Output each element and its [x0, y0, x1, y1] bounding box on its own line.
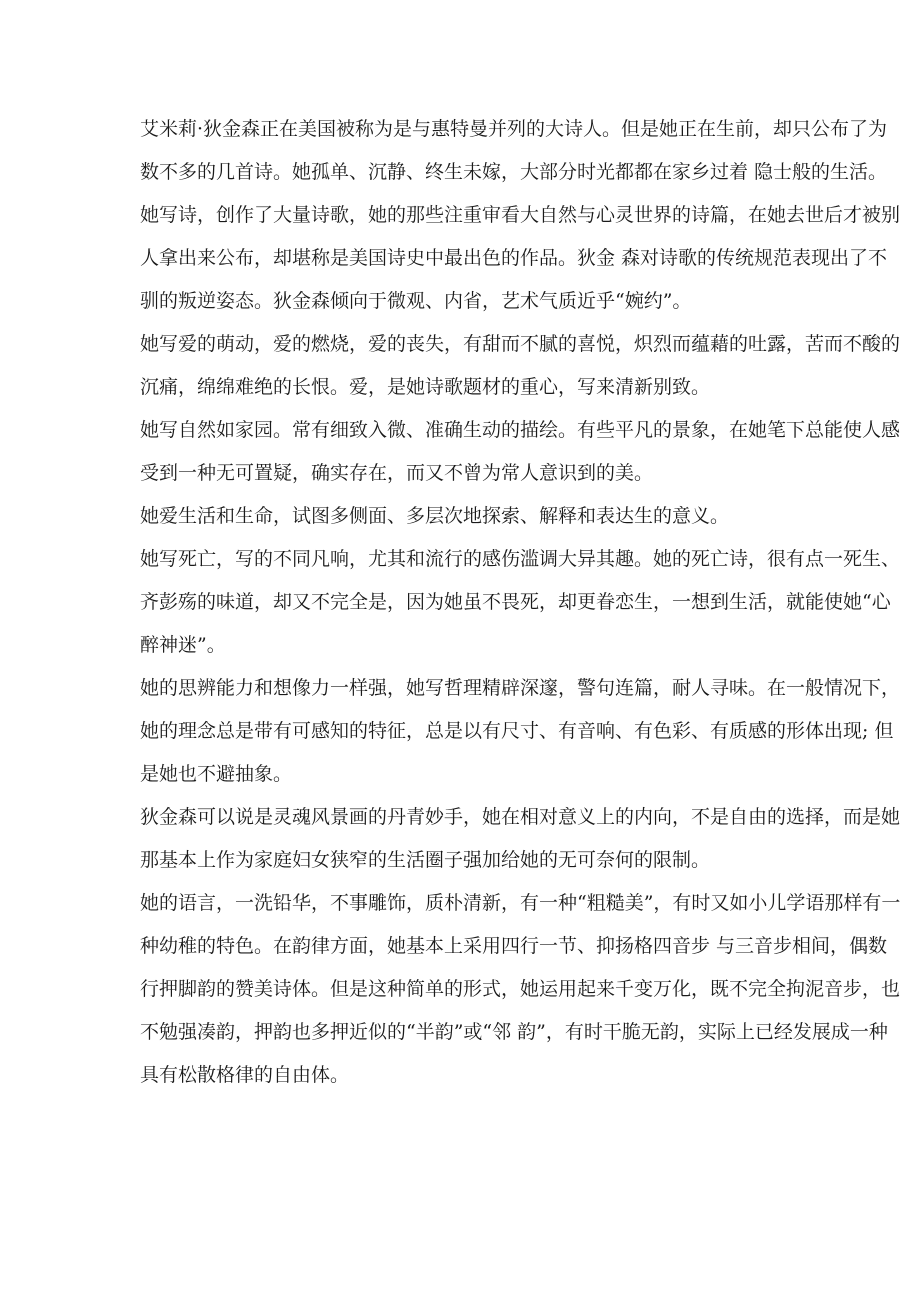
paragraph: [140, 108, 888, 194]
text-line: 受到一种无可置疑，确实存在，而又不曾为常人意识到的美。: [140, 462, 654, 484]
text-line: 是她也不避抽象。: [140, 763, 293, 785]
paragraph: [140, 495, 786, 538]
text-line: 她爱生活和生命，试图多侧面、多层次地探索、解释和表达生的意义。: [140, 505, 730, 527]
paragraph: [140, 796, 901, 882]
text-line: 具有松散格律的自由体。: [140, 1064, 350, 1086]
text-line: 她写爱的萌动，爱的燃烧，爱的丧失，有甜而不腻的喜悦，炽烈而蕴藉的吐露，苦而不酸的: [140, 333, 901, 355]
text-line: 齐彭殇的味道，却又不完全是，因为她虽不畏死，却更眷恋生，一想到生活，就能使她“心: [140, 591, 891, 613]
paragraph: [140, 409, 901, 495]
text-line: 那基本上作为家庭妇女狭窄的生活圈子强加给她的无可奈何的限制。: [140, 849, 711, 871]
paragraph: [140, 194, 901, 323]
paragraph: [140, 538, 901, 667]
text-line: 狄金森可以说是灵魂风景画的丹青妙手，她在相对意义上的内向，不是自由的选择，而是她: [140, 806, 901, 828]
text-line: 她的理念总是带有可感知的特征，总是以有尺寸、有音响、有色彩、有质感的形体出现; 但: [140, 720, 894, 742]
text-line: 不勉强凑韵，押韵也多押近似的“半韵”或“邻 韵”，有时干脆无韵，实际上已经发展成一种: [140, 1021, 888, 1043]
text-line: 数不多的几首诗。她孤单、沉静、终生未嫁，大部分时光都都在家乡过着 隐士般的生活。: [140, 161, 888, 183]
text-line: 人拿出来公布，却堪称是美国诗史中最出色的作品。狄金 森对诗歌的传统规范表现出了不: [140, 247, 888, 269]
text-line: 她写死亡，写的不同凡响，尤其和流行的感伤滥调大异其趣。她的死亡诗，很有点一死生、: [140, 548, 901, 570]
text-line: 艾米莉·狄金森正在美国被称为是与惠特曼并列的大诗人。但是她正在生前，却只公布了为: [140, 118, 888, 140]
paragraph: [140, 882, 901, 1097]
paragraph: [140, 667, 901, 796]
text-line: 沉痛，绵绵难绝的长恨。爱，是她诗歌题材的重心，写来清新别致。: [140, 376, 711, 398]
text-line: 种幼稚的特色。在韵律方面，她基本上采用四行一节、抑扬格四音步 与三音步相间，偶数: [140, 935, 888, 957]
text-line: 她的思辨能力和想像力一样强，她写哲理精辟深邃，警句连篇，耐人寻味。在一般情况下，: [140, 677, 901, 699]
text-line: 她的语言，一洗铅华，不事雕饰，质朴清新，有一种“粗糙美”，有时又如小儿学语那样有一: [140, 892, 901, 914]
document-body: [140, 108, 901, 1097]
text-line: 她写自然如家园。常有细致入微、准确生动的描绘。有些平凡的景象，在她笔下总能使人感: [140, 419, 901, 441]
text-line: 驯的叛逆姿态。狄金森倾向于微观、内省，艺术气质近乎“婉约”。: [140, 290, 692, 312]
text-line: 行押脚韵的赞美诗体。但是这种简单的形式，她运用起来千变万化，既不完全拘泥音步，也: [140, 978, 901, 1000]
text-line: 她写诗，创作了大量诗歌，她的那些注重审看大自然与心灵世界的诗篇，在她去世后才被别: [140, 204, 901, 226]
paragraph: [140, 323, 901, 409]
text-line: 醉神迷”。: [140, 634, 226, 656]
